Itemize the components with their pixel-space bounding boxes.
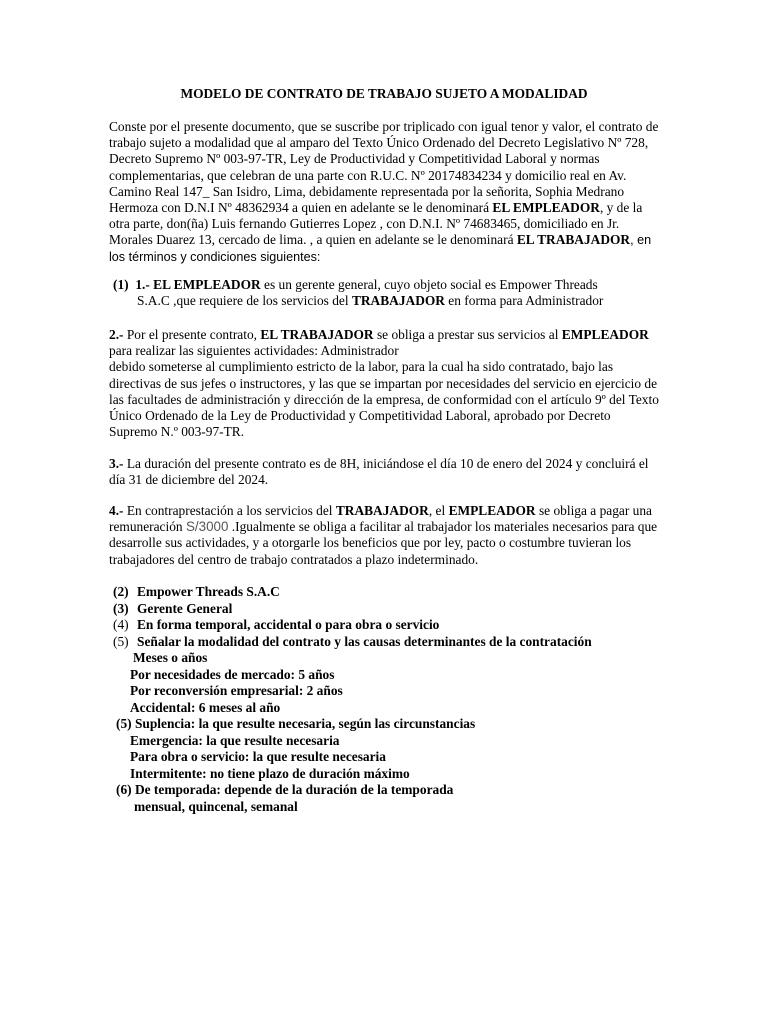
durations-heading: Meses o años — [133, 650, 208, 665]
clause-4-text-4: .Igualmente se obliga a facilitar al trabajador los materiales necesarios para que desarrolle sus actividades, y a otorgarle los beneficios que por ley, pacto o costumbre tuvieran los trabajadores del centro de trabajo contratados a plazo indeterminado. — [109, 519, 658, 567]
clause-4-employer: EMPLEADOR — [448, 503, 536, 518]
clause-4 — [109, 503, 661, 568]
clause-1-worker: TRABAJADOR — [351, 293, 445, 309]
temporada-detail: mensual, quincenal, semanal — [134, 798, 298, 814]
footnote-4 — [113, 617, 673, 634]
intro-worker-label: EL TRABAJADOR — [516, 232, 631, 248]
clause-2-worker: EL TRABAJADOR — [260, 327, 374, 342]
intro-text-3: , en los términos y condiciones siguientes: — [109, 233, 652, 264]
footnote-5-text: Señalar la modalidad del contrato y las causas determinantes de la contratación — [137, 633, 592, 649]
intro-text-2: , y de la otra parte, don(ña) Luis fernando Gutierres Lopez , con D.N.I. Nº 74683465, domiciliado en Jr. Morales Duarez 13, cercado de lima. , a quien en adelante se le denominará — [109, 200, 643, 248]
footnote-2-number: (2) — [113, 584, 129, 599]
duration-item: Para obra o servicio: la que resulte necesaria — [130, 749, 386, 764]
temporada-line: (6) De temporada: depende de la duración de la temporada — [116, 782, 454, 797]
intro-paragraph — [109, 119, 661, 265]
duration-item: Accidental: 6 meses al año — [130, 699, 281, 715]
clause-4-text-3: se obliga a pagar una remuneración — [109, 503, 652, 535]
footnotes — [113, 584, 673, 815]
footnote-2 — [113, 584, 673, 601]
duration-item: Por reconversión empresarial: 2 años — [130, 683, 343, 698]
clause-2-number: 2.- — [109, 327, 124, 342]
footnote-3-text: Gerente General — [137, 600, 233, 616]
clause-1-text-1: es un gerente general, cuyo objeto social es Empower Threads — [260, 277, 598, 292]
clause-1-text-3: en forma para Administrador — [444, 293, 604, 309]
clause-2-employer: EMPLEADOR — [561, 327, 649, 342]
document-title: MODELO DE CONTRATO DE TRABAJO SUJETO A MODALIDAD — [180, 86, 588, 101]
clause-2-text-3: para realizar las siguientes actividades: Administrador — [109, 343, 399, 359]
clause-4-number: 4.- — [109, 503, 124, 518]
clause-3-number: 3.- — [109, 456, 124, 471]
clause-1 — [113, 277, 653, 309]
intro-employer-label: EL EMPLEADOR — [492, 200, 600, 216]
clause-4-text-2: , el — [428, 503, 449, 518]
clause-4-text-1: En contraprestación a los servicios del — [123, 503, 336, 518]
clause-2-text-4: debido someterse al cumplimiento estricto de la labor, para la cual ha sido contratado, bajo las directivas de sus jefes o instructores, y las que se impartan por necesidades del servicio en ejercicio de las facultades de administración y dirección de la empresa, de conformidad con el artículo 9º del Texto Único Ordenado de la Ley de Productividad y Competitividad Laboral, aprobado por Decreto Supremo N.º 003-97-TR. — [109, 359, 659, 440]
duration-item: Intermitente: no tiene plazo de duración máximo — [130, 765, 410, 781]
footnote-4-number: (4) — [113, 617, 129, 632]
duration-item: Por necesidades de mercado: 5 años — [130, 666, 335, 682]
suplencia-line: (5) Suplencia: la que resulte necesaria, según las circunstancias — [116, 716, 476, 731]
clause-2-text-2: se obliga a prestar sus servicios al — [373, 327, 562, 342]
footnote-3-number: (3) — [113, 600, 129, 616]
clause-2 — [109, 327, 661, 440]
clause-3-text: La duración del presente contrato es de 8H, iniciándose el día 10 de enero del 2024 y concluirá el día 31 de diciembre del 2024. — [109, 456, 649, 488]
footnote-3 — [113, 601, 673, 618]
footnote-4-text: En forma temporal, accidental o para obra o servicio — [137, 617, 440, 632]
salary-amount: S/3000 — [185, 519, 229, 535]
clause-4-worker: TRABAJADOR — [335, 503, 429, 518]
footnote-5-number: (5) — [113, 633, 129, 649]
clause-2-text-1: Por el presente contrato, — [123, 327, 261, 342]
footnote-5 — [113, 634, 673, 651]
clause-1-line-2 — [113, 293, 653, 309]
footnote-2-text: Empower Threads S.A.C — [137, 584, 280, 599]
intro-text-1: Conste por el presente documento, que se suscribe por triplicado con igual tenor y valor, el contrato de trabajo sujeto a modalidad que al amparo del Texto Único Ordenado del Decreto Legislativo Nº 728, Decreto Supremo Nº 003-97-TR, Ley de Productividad y Competitividad Laboral y normas complementarias, que celebran de una parte con R.U.C. Nº 20174834234 y domicilio real en Av. Camino Real 147_ San Isidro, Lima, debidamente representada por la señorita, Sophia Medrano Hermoza con D.N.I Nº 48362934 a quien en adelante se le denominará — [109, 119, 659, 216]
clause-1-number: (1) — [113, 277, 129, 292]
clause-1-employer: 1.- EL EMPLEADOR — [135, 277, 261, 292]
clause-3 — [109, 456, 661, 488]
duration-item: Emergencia: la que resulte necesaria — [130, 732, 340, 748]
clause-1-text-2: S.A.C ,que requiere de los servicios del — [137, 293, 352, 309]
